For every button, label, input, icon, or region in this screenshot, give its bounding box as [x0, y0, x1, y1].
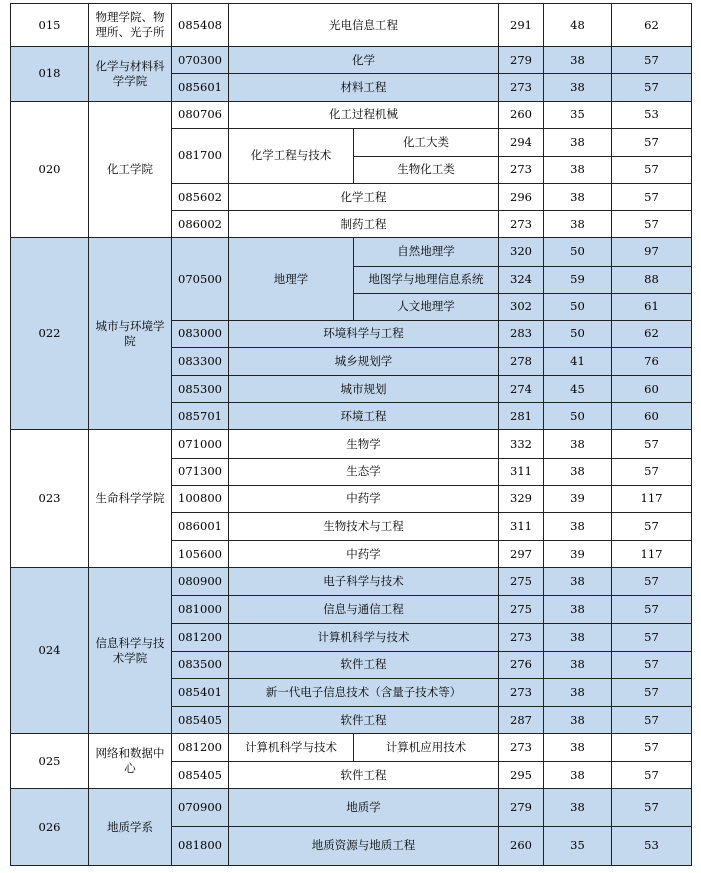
score-b-cell: 57 — [612, 678, 692, 706]
major-name-cell: 生物技术与工程 — [229, 512, 499, 540]
major-name-cell: 城市规划 — [229, 376, 499, 403]
score-table — [10, 3, 692, 866]
score-b-cell: 57 — [612, 512, 692, 540]
total-score-cell: 279 — [499, 789, 544, 826]
score-b-cell: 117 — [612, 485, 692, 512]
score-b-cell: 57 — [612, 47, 692, 74]
score-a-cell: 45 — [544, 376, 612, 403]
total-score-cell: 332 — [499, 430, 544, 458]
college-name-cell: 地质学系 — [89, 789, 172, 866]
total-score-cell: 273 — [499, 623, 544, 651]
direction-cell: 计算机应用技术 — [354, 734, 499, 762]
total-score-cell: 275 — [499, 568, 544, 596]
score-b-cell: 57 — [612, 707, 692, 734]
total-score-cell: 260 — [499, 826, 544, 865]
score-b-cell: 57 — [612, 458, 692, 485]
college-name-cell: 城市与环境学院 — [89, 238, 172, 430]
direction-cell: 生物化工类 — [354, 156, 499, 183]
score-a-cell: 38 — [544, 651, 612, 678]
major-code-cell: 085701 — [172, 403, 229, 430]
table-row — [11, 734, 692, 762]
total-score-cell: 275 — [499, 596, 544, 623]
major-code-cell: 080706 — [172, 101, 229, 128]
score-b-cell: 76 — [612, 347, 692, 375]
table-row — [11, 47, 692, 74]
major-name-cell: 环境工程 — [229, 403, 499, 430]
total-score-cell: 279 — [499, 47, 544, 74]
college-name-cell: 化工学院 — [89, 101, 172, 238]
major-name-cell: 软件工程 — [229, 707, 499, 734]
score-a-cell: 41 — [544, 347, 612, 375]
total-score-cell: 278 — [499, 347, 544, 375]
major-name-cell: 制药工程 — [229, 211, 499, 238]
score-a-cell: 38 — [544, 762, 612, 789]
total-score-cell: 320 — [499, 238, 544, 266]
score-b-cell: 57 — [612, 734, 692, 762]
college-code-cell: 023 — [11, 430, 89, 568]
score-a-cell: 38 — [544, 458, 612, 485]
score-a-cell: 38 — [544, 623, 612, 651]
total-score-cell: 273 — [499, 74, 544, 101]
major-code-cell: 085408 — [172, 4, 229, 47]
score-a-cell: 39 — [544, 485, 612, 512]
total-score-cell: 260 — [499, 101, 544, 128]
score-b-cell: 57 — [612, 430, 692, 458]
major-code-cell: 070500 — [172, 238, 229, 320]
total-score-cell: 273 — [499, 156, 544, 183]
score-b-cell: 61 — [612, 293, 692, 320]
score-a-cell: 39 — [544, 541, 612, 568]
total-score-cell: 273 — [499, 678, 544, 706]
total-score-cell: 295 — [499, 762, 544, 789]
table-row — [11, 430, 692, 458]
total-score-cell: 302 — [499, 293, 544, 320]
score-a-cell: 38 — [544, 512, 612, 540]
score-a-cell: 38 — [544, 568, 612, 596]
major-code-cell: 085405 — [172, 707, 229, 734]
score-b-cell: 57 — [612, 128, 692, 156]
score-a-cell: 38 — [544, 596, 612, 623]
score-b-cell: 57 — [612, 74, 692, 101]
major-code-cell: 080900 — [172, 568, 229, 596]
score-a-cell: 38 — [544, 707, 612, 734]
college-code-cell: 015 — [11, 4, 89, 47]
total-score-cell: 294 — [499, 128, 544, 156]
score-b-cell: 57 — [612, 568, 692, 596]
major-name-cell: 化学 — [229, 47, 499, 74]
direction-cell: 人文地理学 — [354, 293, 499, 320]
total-score-cell: 311 — [499, 458, 544, 485]
major-name-cell: 地质学 — [229, 789, 499, 826]
score-b-cell: 57 — [612, 596, 692, 623]
table-row — [11, 101, 692, 128]
major-name-cell: 中药学 — [229, 541, 499, 568]
total-score-cell: 311 — [499, 512, 544, 540]
major-code-cell: 081000 — [172, 596, 229, 623]
score-b-cell: 53 — [612, 101, 692, 128]
college-code-cell: 022 — [11, 238, 89, 430]
major-name-cell: 化学工程与技术 — [229, 128, 354, 183]
major-code-cell: 086001 — [172, 512, 229, 540]
score-b-cell: 57 — [612, 211, 692, 238]
total-score-cell: 296 — [499, 184, 544, 211]
total-score-cell: 273 — [499, 211, 544, 238]
major-code-cell: 100800 — [172, 485, 229, 512]
major-code-cell: 083500 — [172, 651, 229, 678]
major-name-cell: 电子科学与技术 — [229, 568, 499, 596]
college-code-cell: 025 — [11, 734, 89, 789]
total-score-cell: 274 — [499, 376, 544, 403]
major-name-cell: 信息与通信工程 — [229, 596, 499, 623]
major-name-cell: 生态学 — [229, 458, 499, 485]
score-b-cell: 57 — [612, 651, 692, 678]
score-a-cell: 50 — [544, 403, 612, 430]
total-score-cell: 297 — [499, 541, 544, 568]
major-code-cell: 085405 — [172, 762, 229, 789]
major-code-cell: 085300 — [172, 376, 229, 403]
college-code-cell: 018 — [11, 47, 89, 101]
major-code-cell: 086002 — [172, 211, 229, 238]
major-name-cell: 新一代电子信息技术（含量子技术等） — [229, 678, 499, 706]
major-code-cell: 085601 — [172, 74, 229, 101]
total-score-cell: 276 — [499, 651, 544, 678]
score-a-cell: 38 — [544, 678, 612, 706]
score-a-cell: 38 — [544, 211, 612, 238]
college-code-cell: 024 — [11, 568, 89, 734]
score-a-cell: 50 — [544, 238, 612, 266]
major-name-cell: 城乡规划学 — [229, 347, 499, 375]
total-score-cell: 283 — [499, 320, 544, 347]
score-a-cell: 38 — [544, 184, 612, 211]
major-name-cell: 材料工程 — [229, 74, 499, 101]
major-name-cell: 化学工程 — [229, 184, 499, 211]
score-b-cell: 117 — [612, 541, 692, 568]
score-b-cell: 57 — [612, 762, 692, 789]
score-b-cell: 57 — [612, 156, 692, 183]
major-name-cell: 软件工程 — [229, 762, 499, 789]
major-code-cell: 081700 — [172, 128, 229, 183]
total-score-cell: 291 — [499, 4, 544, 47]
major-name-cell: 地质资源与地质工程 — [229, 826, 499, 865]
total-score-cell: 287 — [499, 707, 544, 734]
score-a-cell: 50 — [544, 320, 612, 347]
total-score-cell: 329 — [499, 485, 544, 512]
major-name-cell: 化工过程机械 — [229, 101, 499, 128]
score-a-cell: 50 — [544, 293, 612, 320]
total-score-cell: 281 — [499, 403, 544, 430]
major-code-cell: 085602 — [172, 184, 229, 211]
score-a-cell: 38 — [544, 430, 612, 458]
major-code-cell: 081200 — [172, 734, 229, 762]
score-a-cell: 38 — [544, 47, 612, 74]
major-code-cell: 081800 — [172, 826, 229, 865]
score-a-cell: 59 — [544, 266, 612, 293]
major-name-cell: 光电信息工程 — [229, 4, 499, 47]
score-b-cell: 53 — [612, 826, 692, 865]
score-a-cell: 38 — [544, 734, 612, 762]
college-name-cell: 物理学院、物理所、光子所 — [89, 4, 172, 47]
direction-cell: 自然地理学 — [354, 238, 499, 266]
table-row — [11, 568, 692, 596]
college-name-cell: 网络和数据中心 — [89, 734, 172, 789]
score-a-cell: 38 — [544, 128, 612, 156]
major-name-cell: 地理学 — [229, 238, 354, 320]
direction-cell: 地图学与地理信息系统 — [354, 266, 499, 293]
score-b-cell: 60 — [612, 376, 692, 403]
major-code-cell: 071000 — [172, 430, 229, 458]
score-a-cell: 38 — [544, 156, 612, 183]
major-code-cell: 071300 — [172, 458, 229, 485]
major-name-cell: 生物学 — [229, 430, 499, 458]
score-b-cell: 60 — [612, 403, 692, 430]
college-name-cell: 生命科学学院 — [89, 430, 172, 568]
major-code-cell: 070300 — [172, 47, 229, 74]
major-name-cell: 计算机科学与技术 — [229, 623, 499, 651]
major-name-cell: 中药学 — [229, 485, 499, 512]
major-code-cell: 105600 — [172, 541, 229, 568]
direction-cell: 化工大类 — [354, 128, 499, 156]
score-b-cell: 57 — [612, 184, 692, 211]
major-code-cell: 070900 — [172, 789, 229, 826]
major-name-cell: 计算机科学与技术 — [229, 734, 354, 762]
score-b-cell: 97 — [612, 238, 692, 266]
college-name-cell: 信息科学与技术学院 — [89, 568, 172, 734]
major-code-cell: 085401 — [172, 678, 229, 706]
score-a-cell: 38 — [544, 789, 612, 826]
score-b-cell: 62 — [612, 320, 692, 347]
table-row — [11, 4, 692, 47]
score-a-cell: 48 — [544, 4, 612, 47]
major-code-cell: 083300 — [172, 347, 229, 375]
table-row — [11, 789, 692, 826]
major-name-cell: 环境科学与工程 — [229, 320, 499, 347]
score-a-cell: 38 — [544, 74, 612, 101]
score-a-cell: 35 — [544, 101, 612, 128]
major-code-cell: 081200 — [172, 623, 229, 651]
major-code-cell: 083000 — [172, 320, 229, 347]
college-code-cell: 026 — [11, 789, 89, 866]
score-b-cell: 57 — [612, 623, 692, 651]
score-a-cell: 35 — [544, 826, 612, 865]
major-name-cell: 软件工程 — [229, 651, 499, 678]
total-score-cell: 324 — [499, 266, 544, 293]
score-b-cell: 57 — [612, 789, 692, 826]
total-score-cell: 273 — [499, 734, 544, 762]
score-b-cell: 62 — [612, 4, 692, 47]
table-row — [11, 238, 692, 266]
score-b-cell: 88 — [612, 266, 692, 293]
college-name-cell: 化学与材料科学学院 — [89, 47, 172, 101]
college-code-cell: 020 — [11, 101, 89, 238]
